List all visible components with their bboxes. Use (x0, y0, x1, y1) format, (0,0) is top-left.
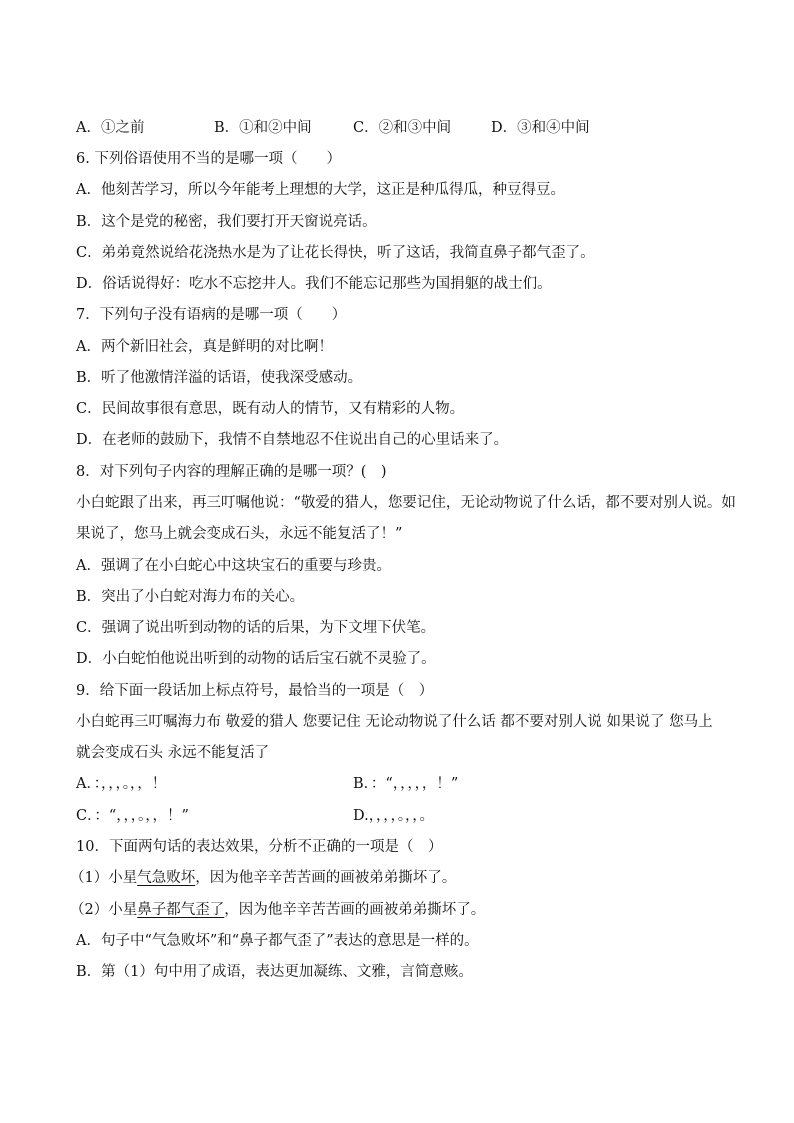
q10-sentence-1 (70, 868, 710, 888)
q8-passage-line-1: 小白蛇跟了出来，再三叮嘱他说：“敬爱的猎人，您要记住，无论动物说了什么话，都不要对别人说。如 (76, 495, 736, 511)
q8-option-d: D．小白蛇怕他说出听到的动物的话后宝石就不灵验了。 (76, 651, 436, 667)
q8-option-b: B．突出了小白蛇对海力布的关心。 (76, 589, 305, 605)
q10-option-a: A．句子中“气急败坏”和“鼻子都气歪了”表达的意思是一样的。 (76, 933, 479, 949)
q10-sentence-1-underlined: 气急败坏 (137, 870, 196, 886)
q5-option-c: C．②和③中间 (353, 120, 452, 136)
q5-option-a: A．①之前 (76, 120, 145, 136)
q7-option-a: A．两个新旧社会，真是鲜明的对比啊！ (76, 339, 333, 355)
q6-option-c: C．弟弟竟然说给花浇热水是为了让花长得快，听了这话，我简直鼻子都气歪了。 (76, 245, 595, 261)
q8-option-c: C．强调了说出听到动物的话的后果，为下文埋下伏笔。 (76, 620, 436, 636)
q8-passage-line-2: 果说了，您马上就会变成石头，永远不能复活了！” (76, 526, 403, 542)
q10-sentence-1-prefix: （1）小星 (70, 870, 138, 886)
q9-option-a: A．：，，，。，，！ (76, 776, 167, 792)
q6-stem: 6. 下列俗语使用不当的是哪一项（ ） (76, 151, 341, 167)
q9-option-c: C．：“，，，。，，！” (76, 808, 189, 824)
q10-stem: 10．下面两句话的表达效果，分析不正确的一项是（ ） (76, 839, 443, 855)
q7-option-c: C．民间故事很有意思，既有动人的情节，又有精彩的人物。 (76, 401, 465, 417)
q10-sentence-1-suffix: ，因为他辛辛苦苦画的画被弟弟撕坏了。 (195, 870, 457, 886)
q7-option-d: D．在老师的鼓励下，我情不自禁地忍不住说出自己的心里话来了。 (76, 432, 509, 448)
q9-stem: 9．给下面一段话加上标点符号，最恰当的一项是（ ） (76, 683, 434, 699)
q5-option-d: D．③和④中间 (491, 120, 590, 136)
q8-stem: 8．对下列句子内容的理解正确的是哪一项？( ) (76, 464, 387, 480)
q7-stem: 7．下列句子没有语病的是哪一项（ ） (76, 307, 347, 323)
q5-option-b: B．①和②中间 (214, 120, 312, 136)
q10-sentence-2 (70, 900, 710, 920)
q10-option-b: B．第（1）句中用了成语，表达更加凝练、文雅，言简意赅。 (76, 964, 473, 980)
q9-passage-line-2: 就会变成石头 永远不能复活了 (76, 745, 270, 761)
q10-sentence-2-prefix: （2）小星 (70, 902, 138, 918)
q8-option-a: A．强调了在小白蛇心中这块宝石的重要与珍贵。 (76, 558, 391, 574)
q6-option-d: D．俗话说得好：吃水不忘挖井人。我们不能忘记那些为国捐躯的战士们。 (76, 276, 552, 292)
q9-option-b: B．：“，，，，，！” (353, 776, 459, 792)
q9-passage-line-1: 小白蛇再三叮嘱海力布 敬爱的猎人 您要记住 无论动物说了什么话 都不要对别人说 如果说了 您马上 (76, 714, 713, 730)
q6-option-a: A．他刻苦学习，所以今年能考上理想的大学，这正是种瓜得瓜，种豆得豆。 (76, 182, 565, 198)
q10-sentence-2-suffix: ，因为他辛辛苦苦画的画被弟弟撕坏了。 (224, 902, 486, 918)
q9-option-d: D.，，，，。，，。 (353, 808, 434, 824)
q10-sentence-2-underlined: 鼻子都气歪了 (137, 902, 225, 918)
q7-option-b: B．听了他激情洋溢的话语，使我深受感动。 (76, 370, 363, 386)
q6-option-b: B．这个是党的秘密，我们要打开天窗说亮话。 (76, 214, 377, 230)
